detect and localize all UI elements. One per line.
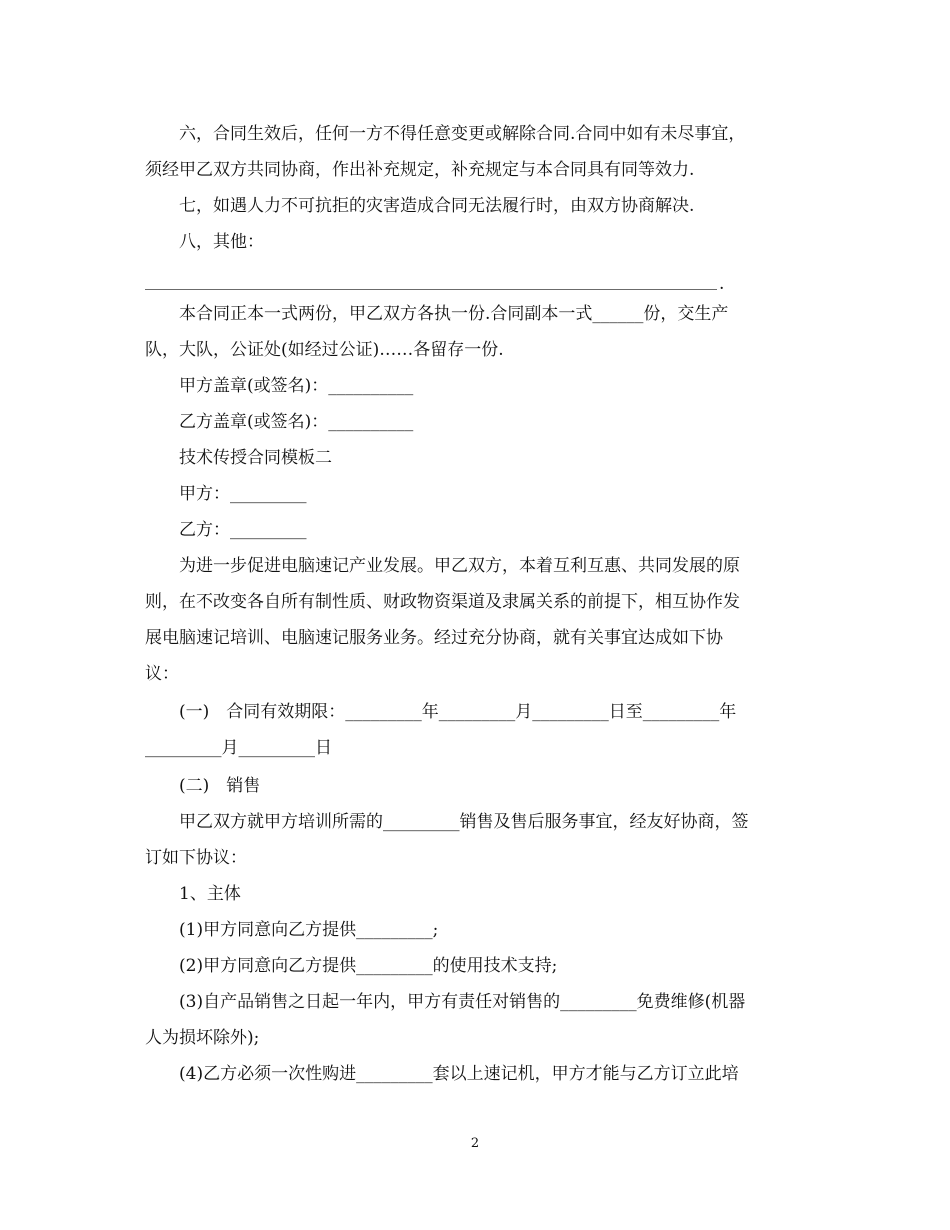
clause-6-line-1: 六，合同生效后，任何一方不得任意变更或解除合同.合同中如有未尽事宜， (179, 124, 746, 144)
party-b: 乙方：_________ (179, 520, 307, 540)
item-1: (1)甲方同意向乙方提供_________; (179, 920, 439, 940)
intro-line-1: 为进一步促进电脑速记产业发展。甲乙双方，本着互利互惠、共同发展的原 (179, 556, 740, 576)
validity-line-2: _________月_________日 (145, 738, 332, 758)
intro-line-3: 展电脑速记培训、电脑速记服务业务。经过充分协商，就有关事宜达成如下协 (145, 628, 723, 648)
party-b-signature: 乙方盖章(或签名)：__________ (179, 412, 414, 432)
subject-heading: 1、主体 (179, 884, 241, 904)
blank-line-period: . (719, 274, 725, 294)
item-3-line-1: (3)自产品销售之日起一年内，甲方有责任对销售的_________免费维修(机器 (179, 992, 746, 1012)
template-title: 技术传授合同模板二 (179, 448, 332, 468)
sales-line-1: 甲乙双方就甲方培训所需的_________销售及售后服务事宜，经友好协商，签 (179, 812, 749, 832)
clause-7: 七，如遇人力不可抗拒的灾害造成合同无法履行时，由双方协商解决. (179, 196, 695, 216)
copies-line-1: 本合同正本一式两份，甲乙双方各执一份.合同副本一式______份，交生产 (179, 304, 729, 324)
item-2: (2)甲方同意向乙方提供_________的使用技术支持; (179, 956, 558, 976)
sales-line-2: 订如下协议： (145, 848, 247, 868)
intro-line-4: 议： (145, 664, 179, 684)
intro-line-2: 则，在不改变各自所有制性质、财政物资渠道及隶属关系的前提下，相互协作发 (145, 592, 740, 612)
clause-8-heading: 八，其他： (179, 232, 264, 252)
clause-6-line-2: 须经甲乙双方共同协商，作出补充规定，补充规定与本合同具有同等效力. (145, 160, 695, 180)
copies-line-2: 队，大队，公证处(如经过公证)……各留存一份. (145, 340, 504, 360)
item-4: (4)乙方必须一次性购进_________套以上速记机，甲方才能与乙方订立此培 (179, 1064, 739, 1084)
page-number: 2 (470, 1136, 480, 1151)
item-3-line-2: 人为损坏除外); (145, 1028, 260, 1048)
party-a: 甲方：_________ (179, 484, 307, 504)
party-a-signature: 甲方盖章(或签名)：__________ (179, 376, 414, 396)
sales-heading: (二) 销售 (179, 776, 261, 796)
validity-line-1: (一) 合同有效期限：_________年_________月_________日至_________年 (179, 702, 737, 722)
blank-fill-line (145, 289, 717, 290)
